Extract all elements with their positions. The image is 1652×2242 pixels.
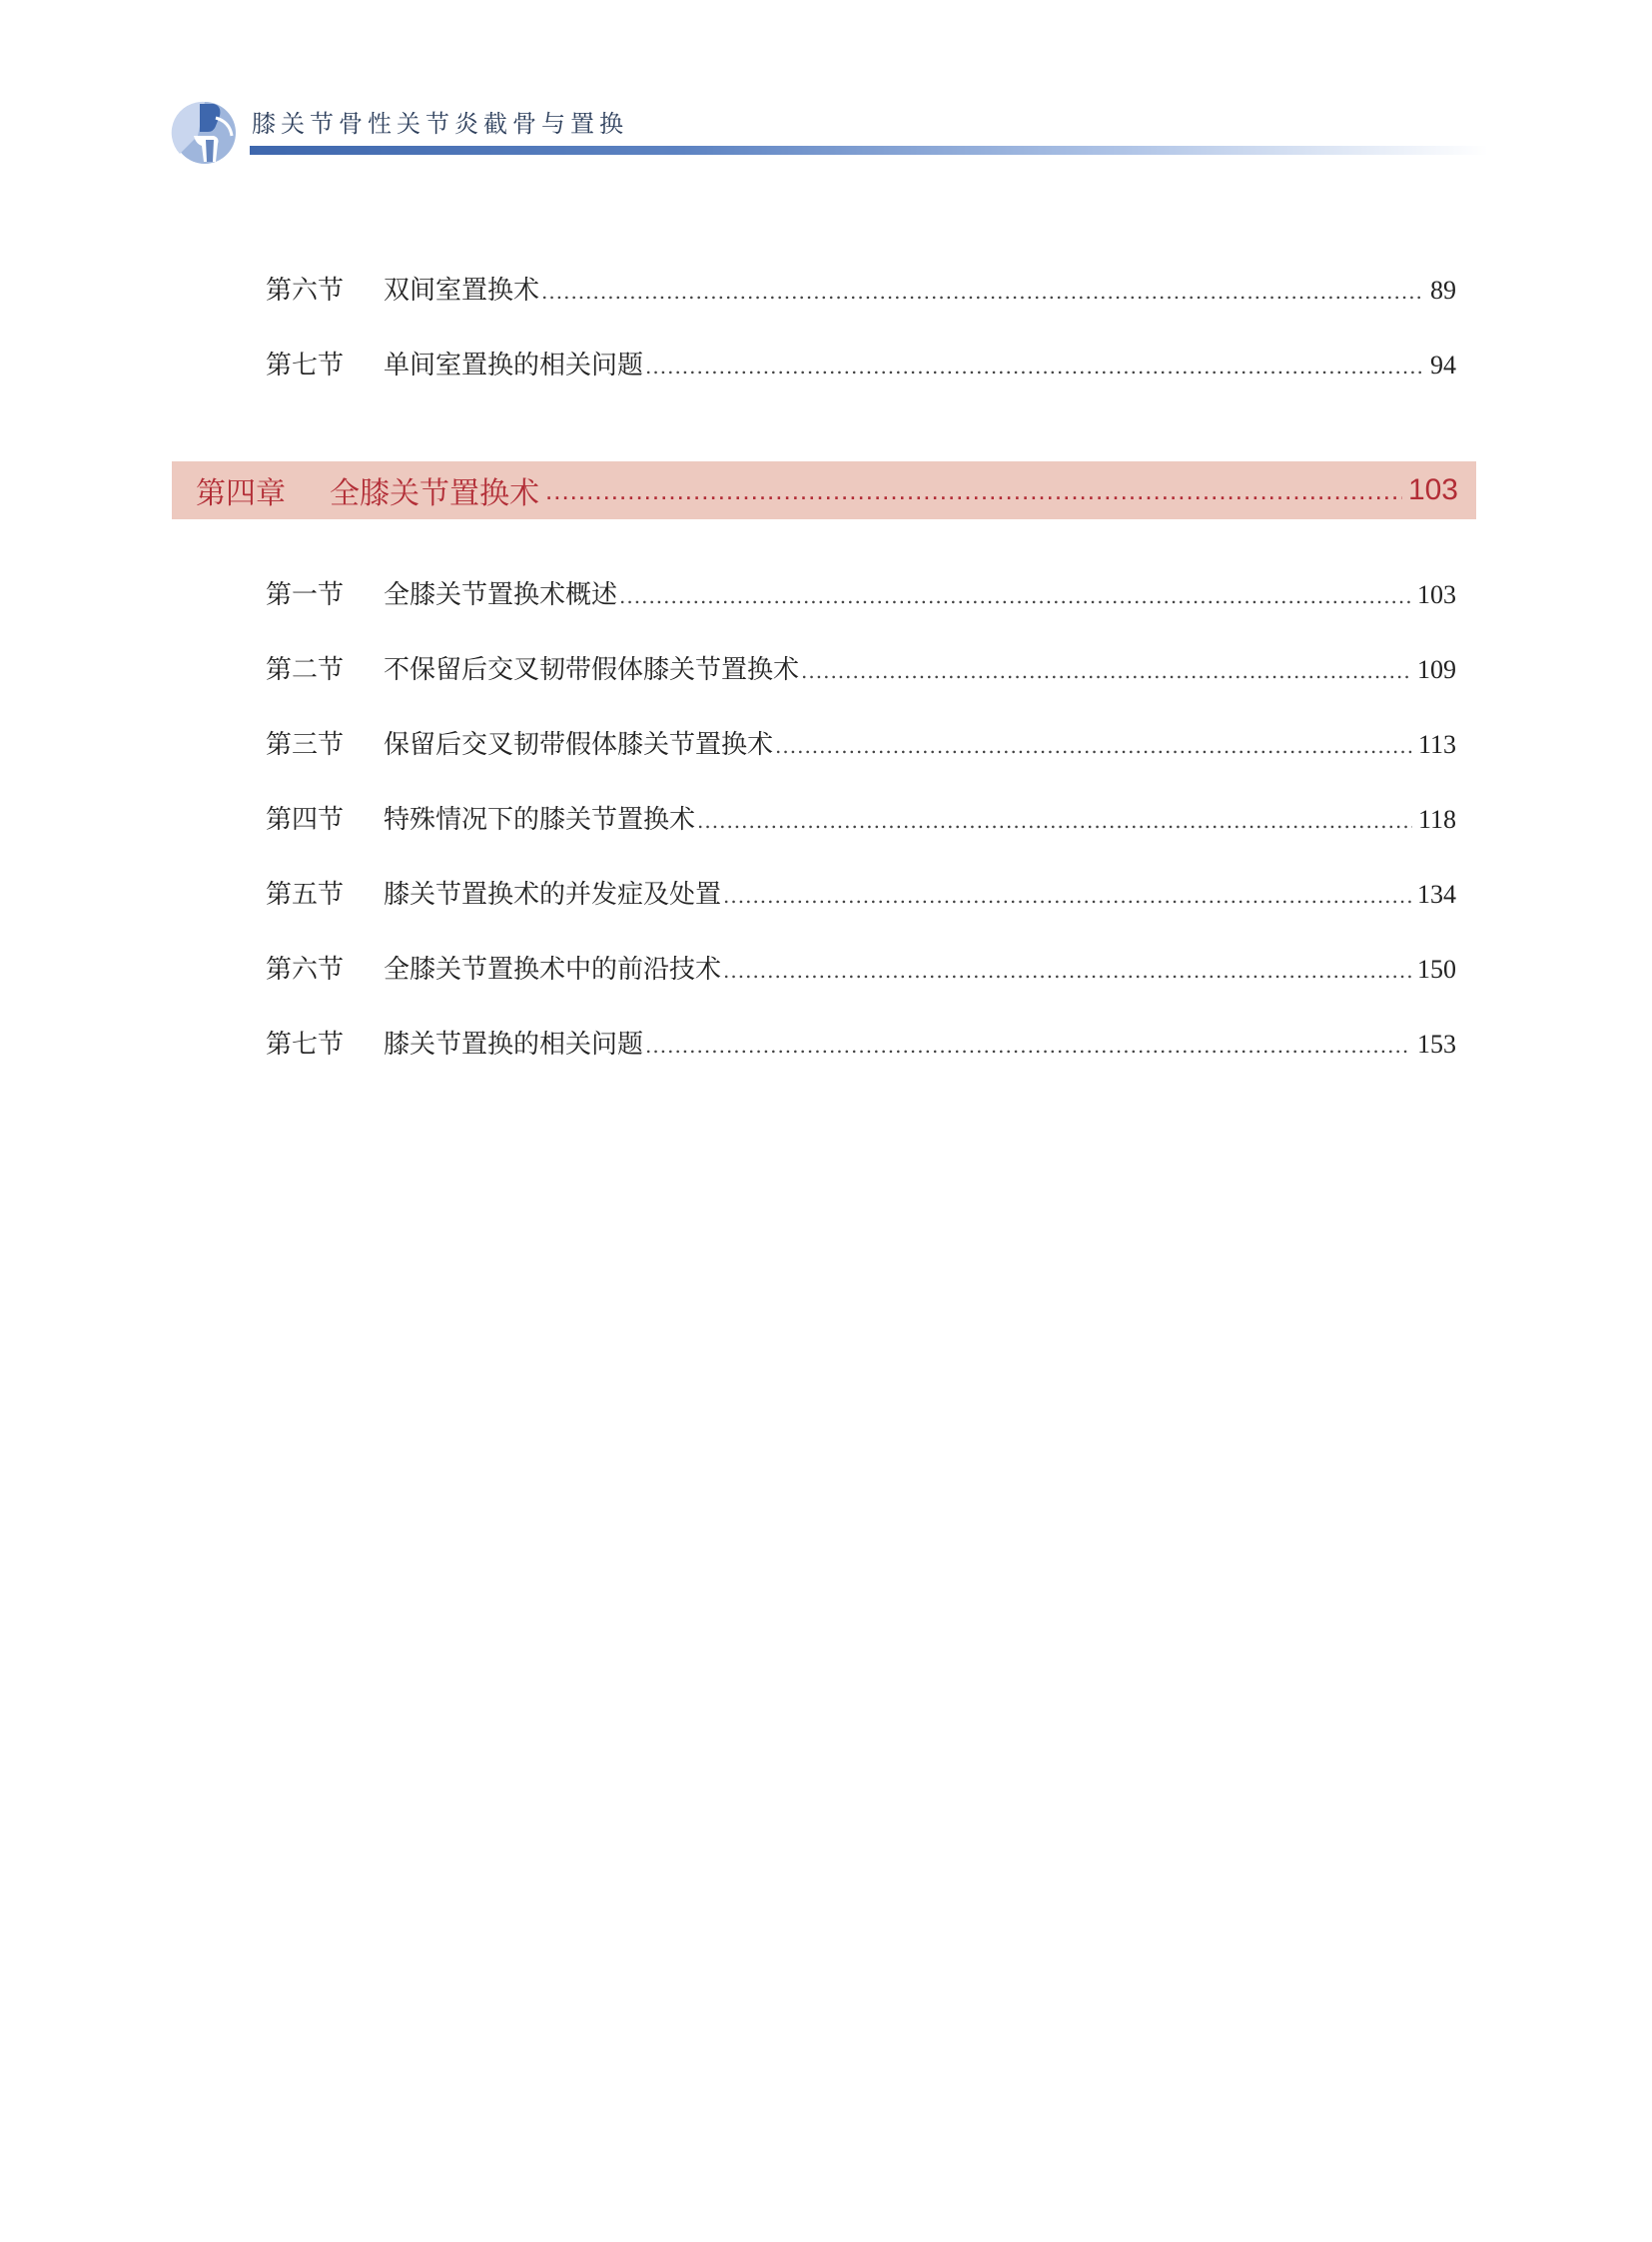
chapter-number: 第四章 xyxy=(196,477,286,510)
section-title: 全膝关节置换术概述 xyxy=(384,580,618,610)
page-number: 89 xyxy=(1430,276,1456,305)
page-number: 113 xyxy=(1417,730,1456,759)
page-number: 134 xyxy=(1417,880,1456,909)
section-title: 单间室置换的相关问题 xyxy=(384,351,644,380)
toc-entry[interactable] xyxy=(266,799,1456,839)
dot-leader xyxy=(645,1034,1411,1058)
section-number: 第五节 xyxy=(266,880,345,910)
dot-leader xyxy=(801,659,1411,683)
dot-leader xyxy=(645,355,1424,378)
section-title: 特殊情况下的膝关节置换术 xyxy=(384,805,696,835)
dot-leader xyxy=(697,809,1412,833)
dot-leader xyxy=(545,475,1402,506)
toc-entry[interactable] xyxy=(266,724,1456,764)
section-title: 双间室置换术 xyxy=(384,276,540,306)
toc-entry[interactable] xyxy=(266,574,1456,614)
toc-entry[interactable] xyxy=(266,649,1456,689)
toc-entry[interactable] xyxy=(266,949,1456,989)
section-number: 第四节 xyxy=(266,805,345,835)
section-title: 膝关节置换术的并发症及处置 xyxy=(384,880,722,910)
section-number: 第一节 xyxy=(266,580,345,610)
dot-leader xyxy=(775,734,1412,758)
toc-entry[interactable] xyxy=(266,270,1456,310)
page-number: 118 xyxy=(1417,805,1456,834)
page-number: 94 xyxy=(1430,351,1456,379)
toc-entry[interactable] xyxy=(266,874,1456,914)
section-number: 第六节 xyxy=(266,276,345,306)
dot-leader xyxy=(723,884,1411,908)
book-title: 膝关节骨性关节炎截骨与置换 xyxy=(252,110,628,138)
chapter-title: 全膝关节置换术 xyxy=(330,477,539,510)
section-number: 第二节 xyxy=(266,655,345,685)
page-number: 153 xyxy=(1417,1030,1456,1059)
page-number: 109 xyxy=(1417,655,1456,684)
section-number: 第六节 xyxy=(266,955,345,985)
running-header xyxy=(170,96,1488,166)
section-number: 第七节 xyxy=(266,1030,345,1060)
toc-entry[interactable] xyxy=(266,345,1456,384)
section-number: 第七节 xyxy=(266,351,345,380)
chapter-page-number: 103 xyxy=(1407,473,1458,506)
chapter-heading[interactable] xyxy=(172,461,1476,519)
section-number: 第三节 xyxy=(266,730,345,760)
toc-entry[interactable] xyxy=(266,1024,1456,1064)
section-title: 保留后交叉韧带假体膝关节置换术 xyxy=(384,730,774,760)
dot-leader xyxy=(541,280,1424,304)
page-number: 150 xyxy=(1417,955,1456,984)
knee-joint-logo-icon xyxy=(170,96,240,166)
section-title: 不保留后交叉韧带假体膝关节置换术 xyxy=(384,655,800,685)
dot-leader xyxy=(723,959,1411,983)
section-title: 膝关节置换的相关问题 xyxy=(384,1030,644,1060)
header-rule xyxy=(250,146,1488,155)
section-title: 全膝关节置换术中的前沿技术 xyxy=(384,955,722,985)
dot-leader xyxy=(619,584,1411,608)
page-number: 103 xyxy=(1417,580,1456,609)
